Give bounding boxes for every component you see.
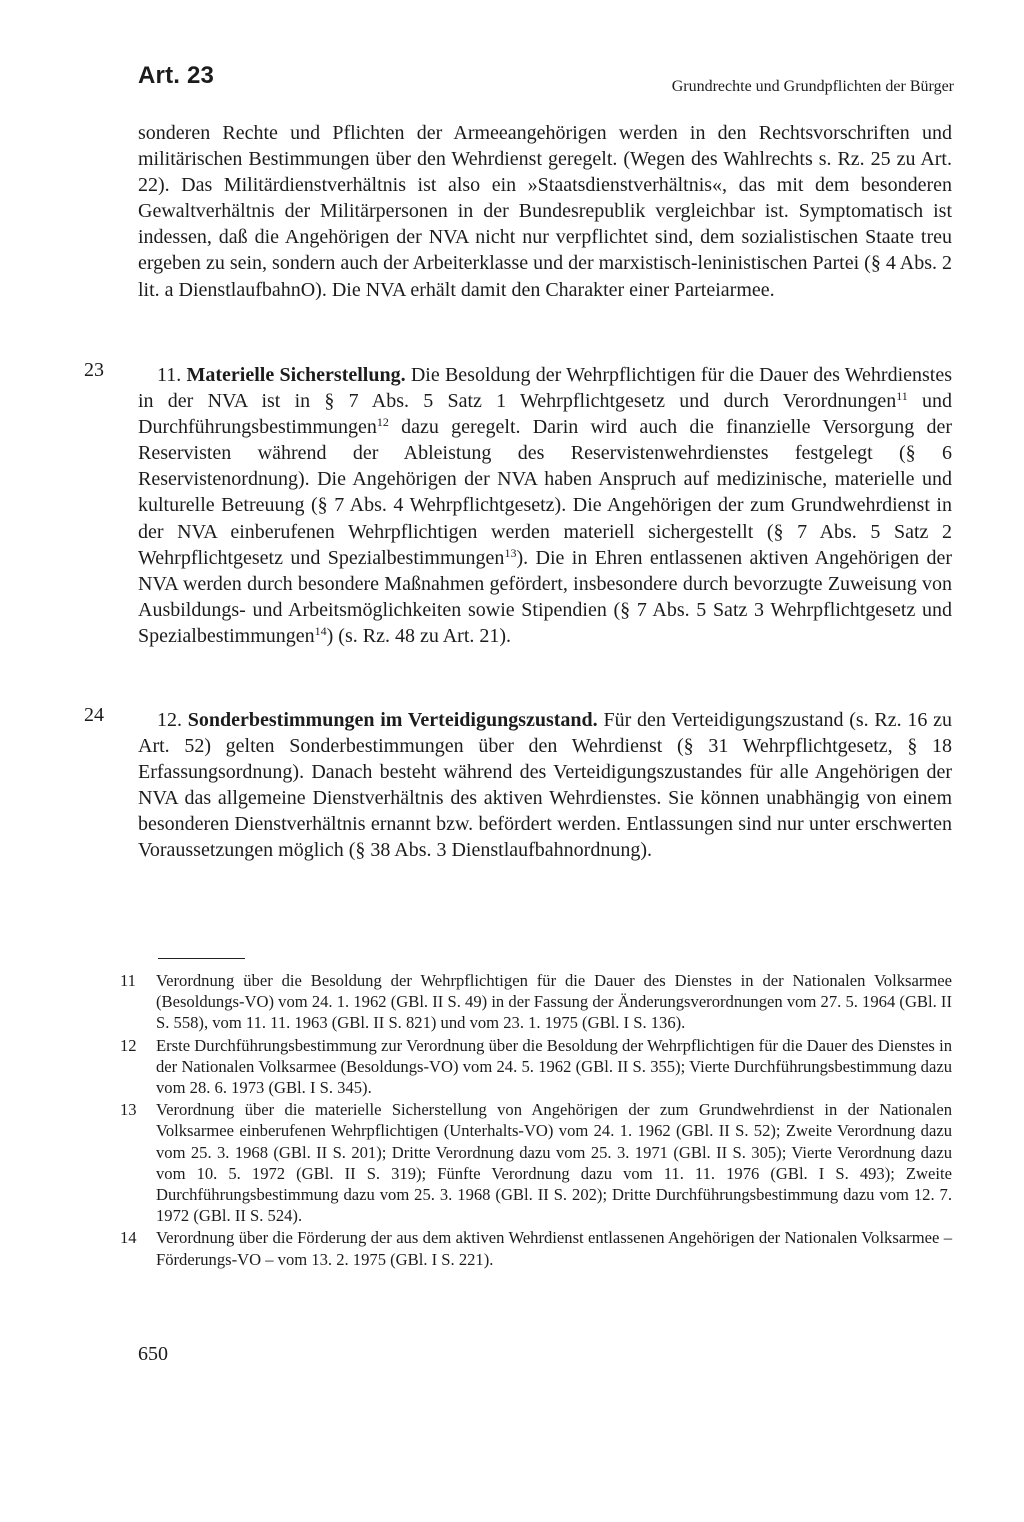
section-11-text-part: Die Besoldung der Wehrpflichtigen für die Dauer des Wehrdienstes in der NVA ist in § 7 Abs. 5 Satz 1 Wehrpflichtgesetz und durch Verordnungen — [138, 364, 953, 413]
margin-number-24: 24 — [84, 704, 104, 726]
footnote-11 — [120, 970, 952, 1034]
footnote-number: 12 — [120, 1035, 137, 1055]
section-11-text-part: ). Die in Ehren entlassenen aktiven Angehörigen der NVA werden durch besondere Maßnahmen gefördert, insbesondere durch bevorzugte Zuweisung von Ausbildungs- und Arbeitsmöglichkeiten sowie Stipendien (§ 7 Abs. 5 Satz 3 Wehrpflichtgesetz und Spezialbestimmungen — [138, 546, 953, 647]
footnotes — [120, 970, 952, 1271]
footnote-ref-11[interactable]: 11 — [896, 389, 908, 404]
footnote-text: Verordnung über die Förderung der aus dem aktiven Wehrdienst entlassenen Angehörigen der Nationalen Volksarmee – Förderungs-VO – vom 13. 2. 1975 (GBl. I S. 221). — [156, 1228, 952, 1269]
footnote-14 — [120, 1227, 952, 1269]
footnote-number: 14 — [120, 1228, 137, 1248]
intro-text: sonderen Rechte und Pflichten der Armeeangehörigen werden in den Rechtsvorschriften und militärischen Bestimmungen über den Wehrdienst geregelt. (Wegen des Wahlrechts s. Rz. 25 zu Art. 22). Das Militärdienstverhältnis ist also ein »Staatsdienstverhältnis«, das mit dem besonderen Gewaltverhältnis der Militärpersonen in der Bundesrepublik vergleichbar ist. Symptomatisch ist indessen, daß die Angehörigen der NVA nicht nur verpflichtet sind, dem sozialistischen Staate treu ergeben zu sein, sondern auch der Arbeiterklasse und der marxistisch-leninistischen Partei (§ 4 Abs. 2 lit. a DienstlaufbahnO). Die NVA erhält damit den Charakter einer Parteiarmee. — [138, 122, 952, 301]
footnote-ref-12[interactable]: 12 — [376, 415, 389, 430]
running-title: Grundrechte und Grundpflichten der Bürger — [671, 78, 954, 95]
section-11-text-part: dazu geregelt. Darin wird auch die finanzielle Versorgung der Reservisten während der Ableistung des Reservistenwehrdienstes festgelegt (§ 6 Reservistenordnung). Die Angehörigen der NVA haben Anspruch auf medizinische, materielle und kulturelle Betreuung (§ 7 Abs. 4 Wehrpflichtgesetz). Die Angehörigen der zum Grundwehrdienst in der NVA einberufenen Wehrpflichtigen werden materiell sichergestellt (§ 7 Abs. 5 Satz 2 Wehrpflichtgesetz und Spezialbestimmungen — [138, 416, 952, 569]
footnote-text: Verordnung über die Besoldung der Wehrpflichtigen für die Dauer des Dienstes in der Nationalen Volksarmee (Besoldungs-VO) vom 24. 1. 1962 (GBl. II S. 49) in der Fassung der Änderungsverordnungen vom 27. 5. 1964 (GBl. II S. 558), vom 11. 11. 1963 (GBl. II S. 821) und vom 23. 1. 1975 (GBl. I S. 136). — [156, 971, 952, 1033]
footnote-number: 11 — [120, 971, 136, 990]
footnote-text: Erste Durchführungsbestimmung zur Verordnung über die Besoldung der Wehrpflichtigen für die Dauer des Dienstes in der Nationalen Volksarmee (Besoldungs-VO) vom 24. 5. 1962 (GBl. II S. 355); Vierte Durchführungsbestimmung dazu vom 28. 6. 1973 (GBl. I S. 345). — [156, 1035, 952, 1098]
footnote-13 — [120, 1099, 952, 1226]
footnote-12 — [120, 1035, 952, 1099]
footnote-text: Verordnung über die materielle Sicherstellung von Angehörigen der zum Grundwehrdienst in der Nationalen Volksarmee einberufenen Wehrpflichtigen (Unterhalts-VO) vom 24. 1. 1962 (GBl. II S. 52); Zweite Verordnung dazu vom 25. 3. 1968 (GBl. II S. 201); Dritte Verordnung dazu vom 25. 3. 1971 (GBl. II S. 305); Vierte Verordnung dazu vom 10. 5. 1972 (GBl. II S. 319); Fünfte Verordnung dazu vom 11. 11. 1976 (GBl. I S. 493); Zweite Durchführungsbestimmung dazu vom 25. 3. 1968 (GBl. II S. 202); Dritte Durchführungsbestimmung dazu vom 12. 7. 1972 (GBl. II S. 524). — [156, 1100, 952, 1226]
footnote-ref-14[interactable]: 14 — [314, 623, 327, 638]
section-12-text: Für den Verteidigungszustand (s. Rz. 16 zu Art. 52) gelten Sonderbestimmungen über den Wehrdienst (§ 31 Wehrpflichtgesetz, § 18 Erfassungsordnung). Danach besteht während des Verteidigungszustandes für alle Angehörigen der NVA das allgemeine Dienstverhältnis des aktiven Wehrdienstes. Sie können unabhängig von einem besonderen Dienstverhältnis ernannt bzw. befördert werden. Entlassungen sind nur unter erschwerten Voraussetzungen möglich (§ 38 Abs. 3 Dienstlaufbahnordnung). — [138, 709, 953, 862]
section-12-heading: Sonderbestimmungen im Verteidigungszustand. — [187, 709, 598, 731]
page-number: 650 — [138, 1343, 168, 1365]
section-12-number: 12. — [157, 709, 182, 731]
section-11-text-part: und Durchführungsbestimmungen — [138, 390, 953, 439]
footnote-divider — [158, 958, 245, 959]
footnote-ref-13[interactable]: 13 — [504, 545, 517, 560]
section-11-text-part: ) (s. Rz. 48 zu Art. 21). — [326, 624, 512, 647]
section-11-heading: Materielle Sicherstellung. — [186, 364, 406, 386]
section-11-paragraph — [138, 362, 952, 649]
margin-number-23: 23 — [84, 359, 104, 381]
section-11 — [138, 362, 952, 649]
section-12 — [138, 707, 952, 864]
footnote-number: 13 — [120, 1100, 137, 1120]
article-label: Art. 23 — [138, 62, 215, 89]
intro-paragraph — [138, 120, 952, 303]
section-12-paragraph — [138, 707, 952, 864]
section-11-number: 11. — [157, 364, 182, 386]
